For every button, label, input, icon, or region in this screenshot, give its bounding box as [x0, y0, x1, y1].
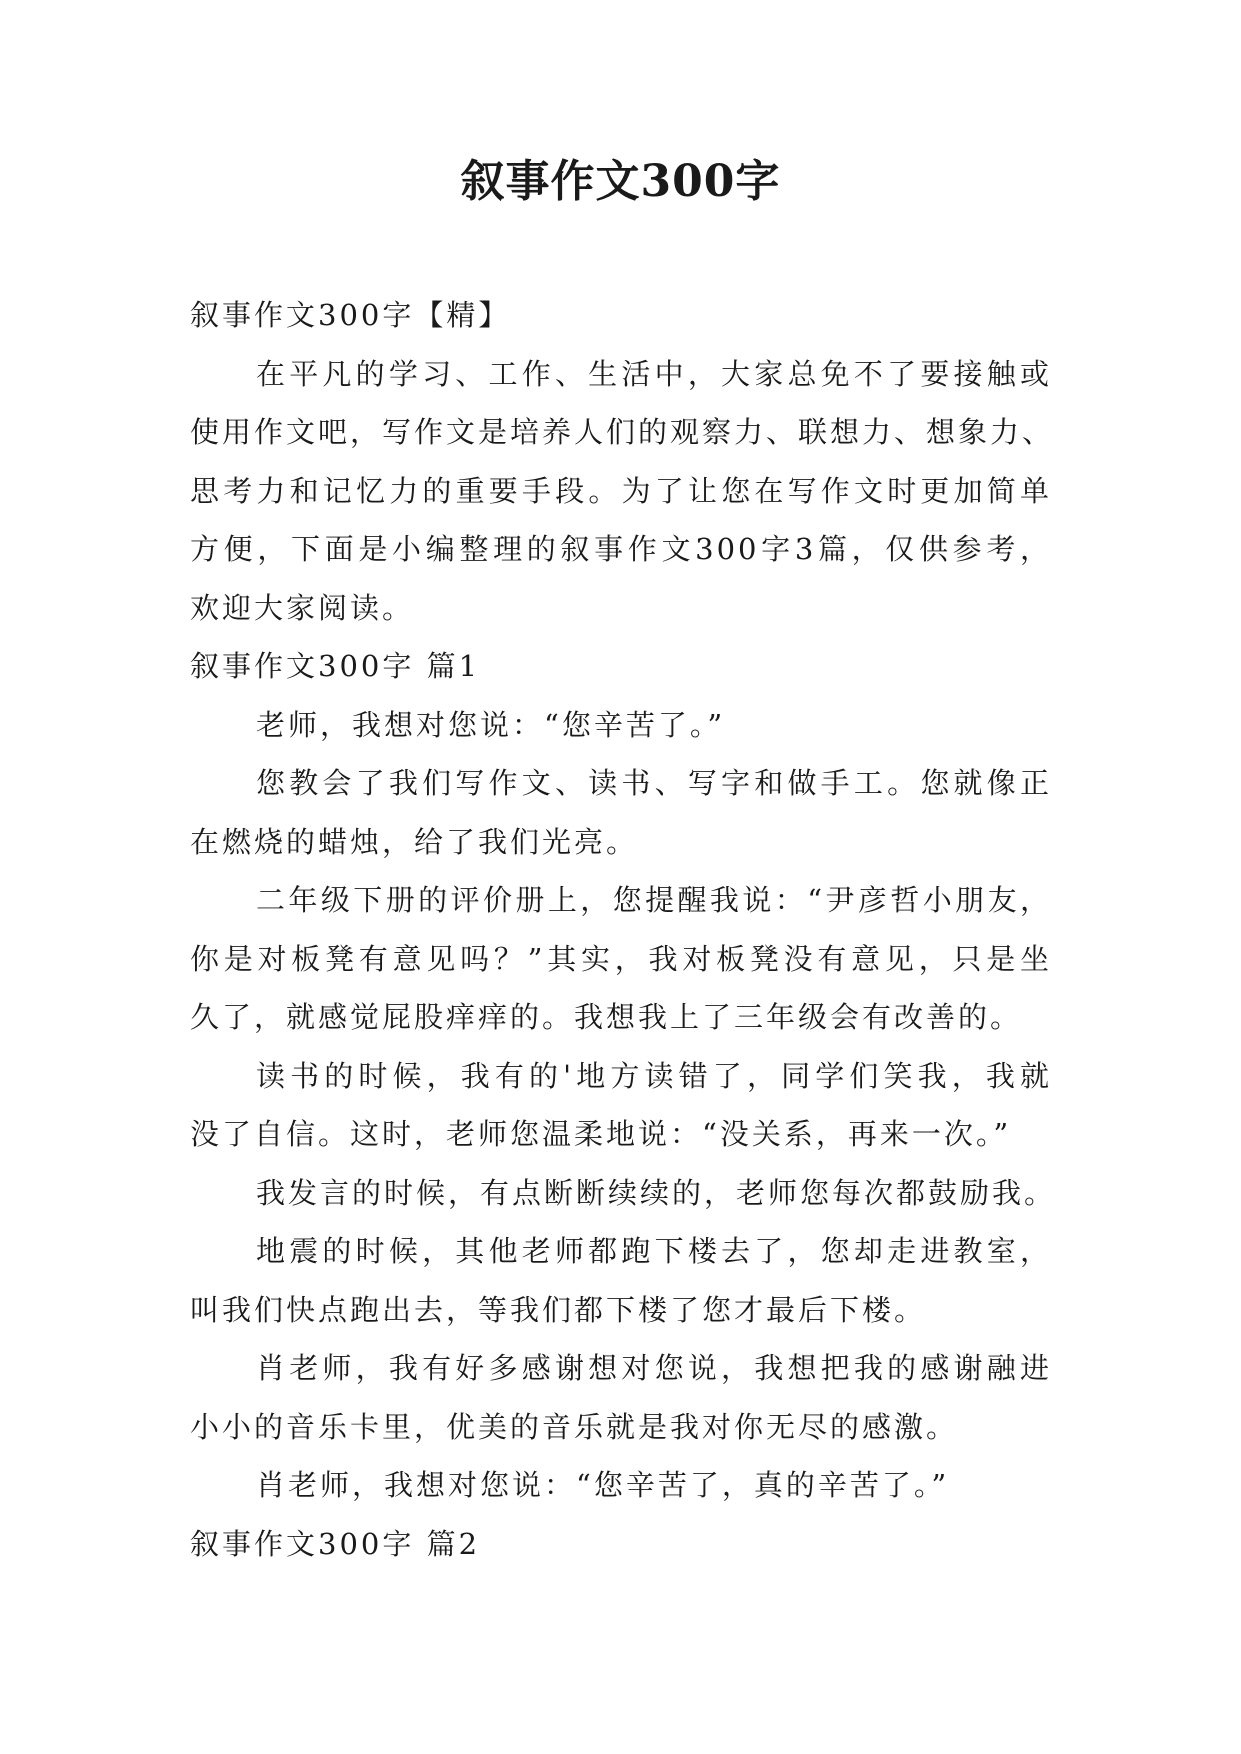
paragraph-line: 思考力和记忆力的重要手段。为了让您在写作文时更加简单 — [190, 473, 1052, 508]
paragraph-line: 地震的时候，其他老师都跑下楼去了，您却走进教室， — [256, 1234, 1052, 1268]
paragraph-line: 你是对板凳有意见吗？”其实，我对板凳没有意见，只是坐 — [190, 941, 1052, 976]
essay-paragraph-1 — [190, 696, 1052, 755]
section-heading-1: 叙事作文300字 篇1 — [190, 649, 481, 683]
paragraph-line: 二年级下册的评价册上，您提醒我说：“尹彦哲小朋友， — [256, 883, 1052, 917]
paragraph-line: 在平凡的学习、工作、生活中，大家总免不了要接触或 — [256, 356, 1052, 391]
paragraph-line: 欢迎大家阅读。 — [190, 590, 415, 625]
document-body — [190, 286, 1057, 1573]
paragraph-line: 叫我们快点跑出去，等我们都下楼了您才最后下楼。 — [190, 1292, 927, 1327]
essay-paragraph-8 — [190, 1456, 1052, 1515]
essay-paragraph-5 — [190, 1164, 1057, 1223]
paragraph-line: 使用作文吧，写作文是培养人们的观察力、联想力、想象力、 — [190, 415, 1055, 449]
essay-paragraph-6 — [190, 1222, 1052, 1339]
section-heading-2: 叙事作文300字 篇2 — [190, 1526, 481, 1561]
paragraph-line: 在燃烧的蜡烛，给了我们光亮。 — [190, 824, 639, 859]
paragraph-line: 我发言的时候，有点断断续续的，老师您每次都鼓励我。 — [256, 1175, 1057, 1210]
document-title: 叙事作文300字 — [460, 156, 781, 207]
paragraph-line: 读书的时候，我有的'地方读错了，同学们笑我，我就 — [256, 1058, 1052, 1093]
paragraph-line: 小小的音乐卡里，优美的音乐就是我对你无尽的感激。 — [190, 1409, 959, 1444]
document-subtitle: 叙事作文300字【精】 — [190, 298, 511, 332]
essay-paragraph-2 — [190, 754, 1052, 871]
essay-paragraph-7 — [190, 1339, 1052, 1456]
paragraph-line: 方便，下面是小编整理的叙事作文300字3篇，仅供参考， — [190, 532, 1052, 566]
paragraph-line: 久了，就感觉屁股痒痒的。我想我上了三年级会有改善的。 — [190, 1000, 1023, 1034]
paragraph-line: 肖老师，我有好多感谢想对您说，我想把我的感谢融进 — [256, 1351, 1052, 1385]
paragraph-line: 老师，我想对您说：“您辛苦了。” — [256, 707, 726, 742]
intro-paragraph — [190, 345, 1055, 638]
paragraph-line: 没了自信。这时，老师您温柔地说：“没关系，再来一次。” — [190, 1117, 1012, 1151]
essay-paragraph-4 — [190, 1047, 1052, 1164]
essay-paragraph-3 — [190, 871, 1052, 1047]
paragraph-line: 肖老师，我想对您说：“您辛苦了，真的辛苦了。” — [256, 1468, 950, 1502]
paragraph-line: 您教会了我们写作文、读书、写字和做手工。您就像正 — [256, 766, 1052, 800]
